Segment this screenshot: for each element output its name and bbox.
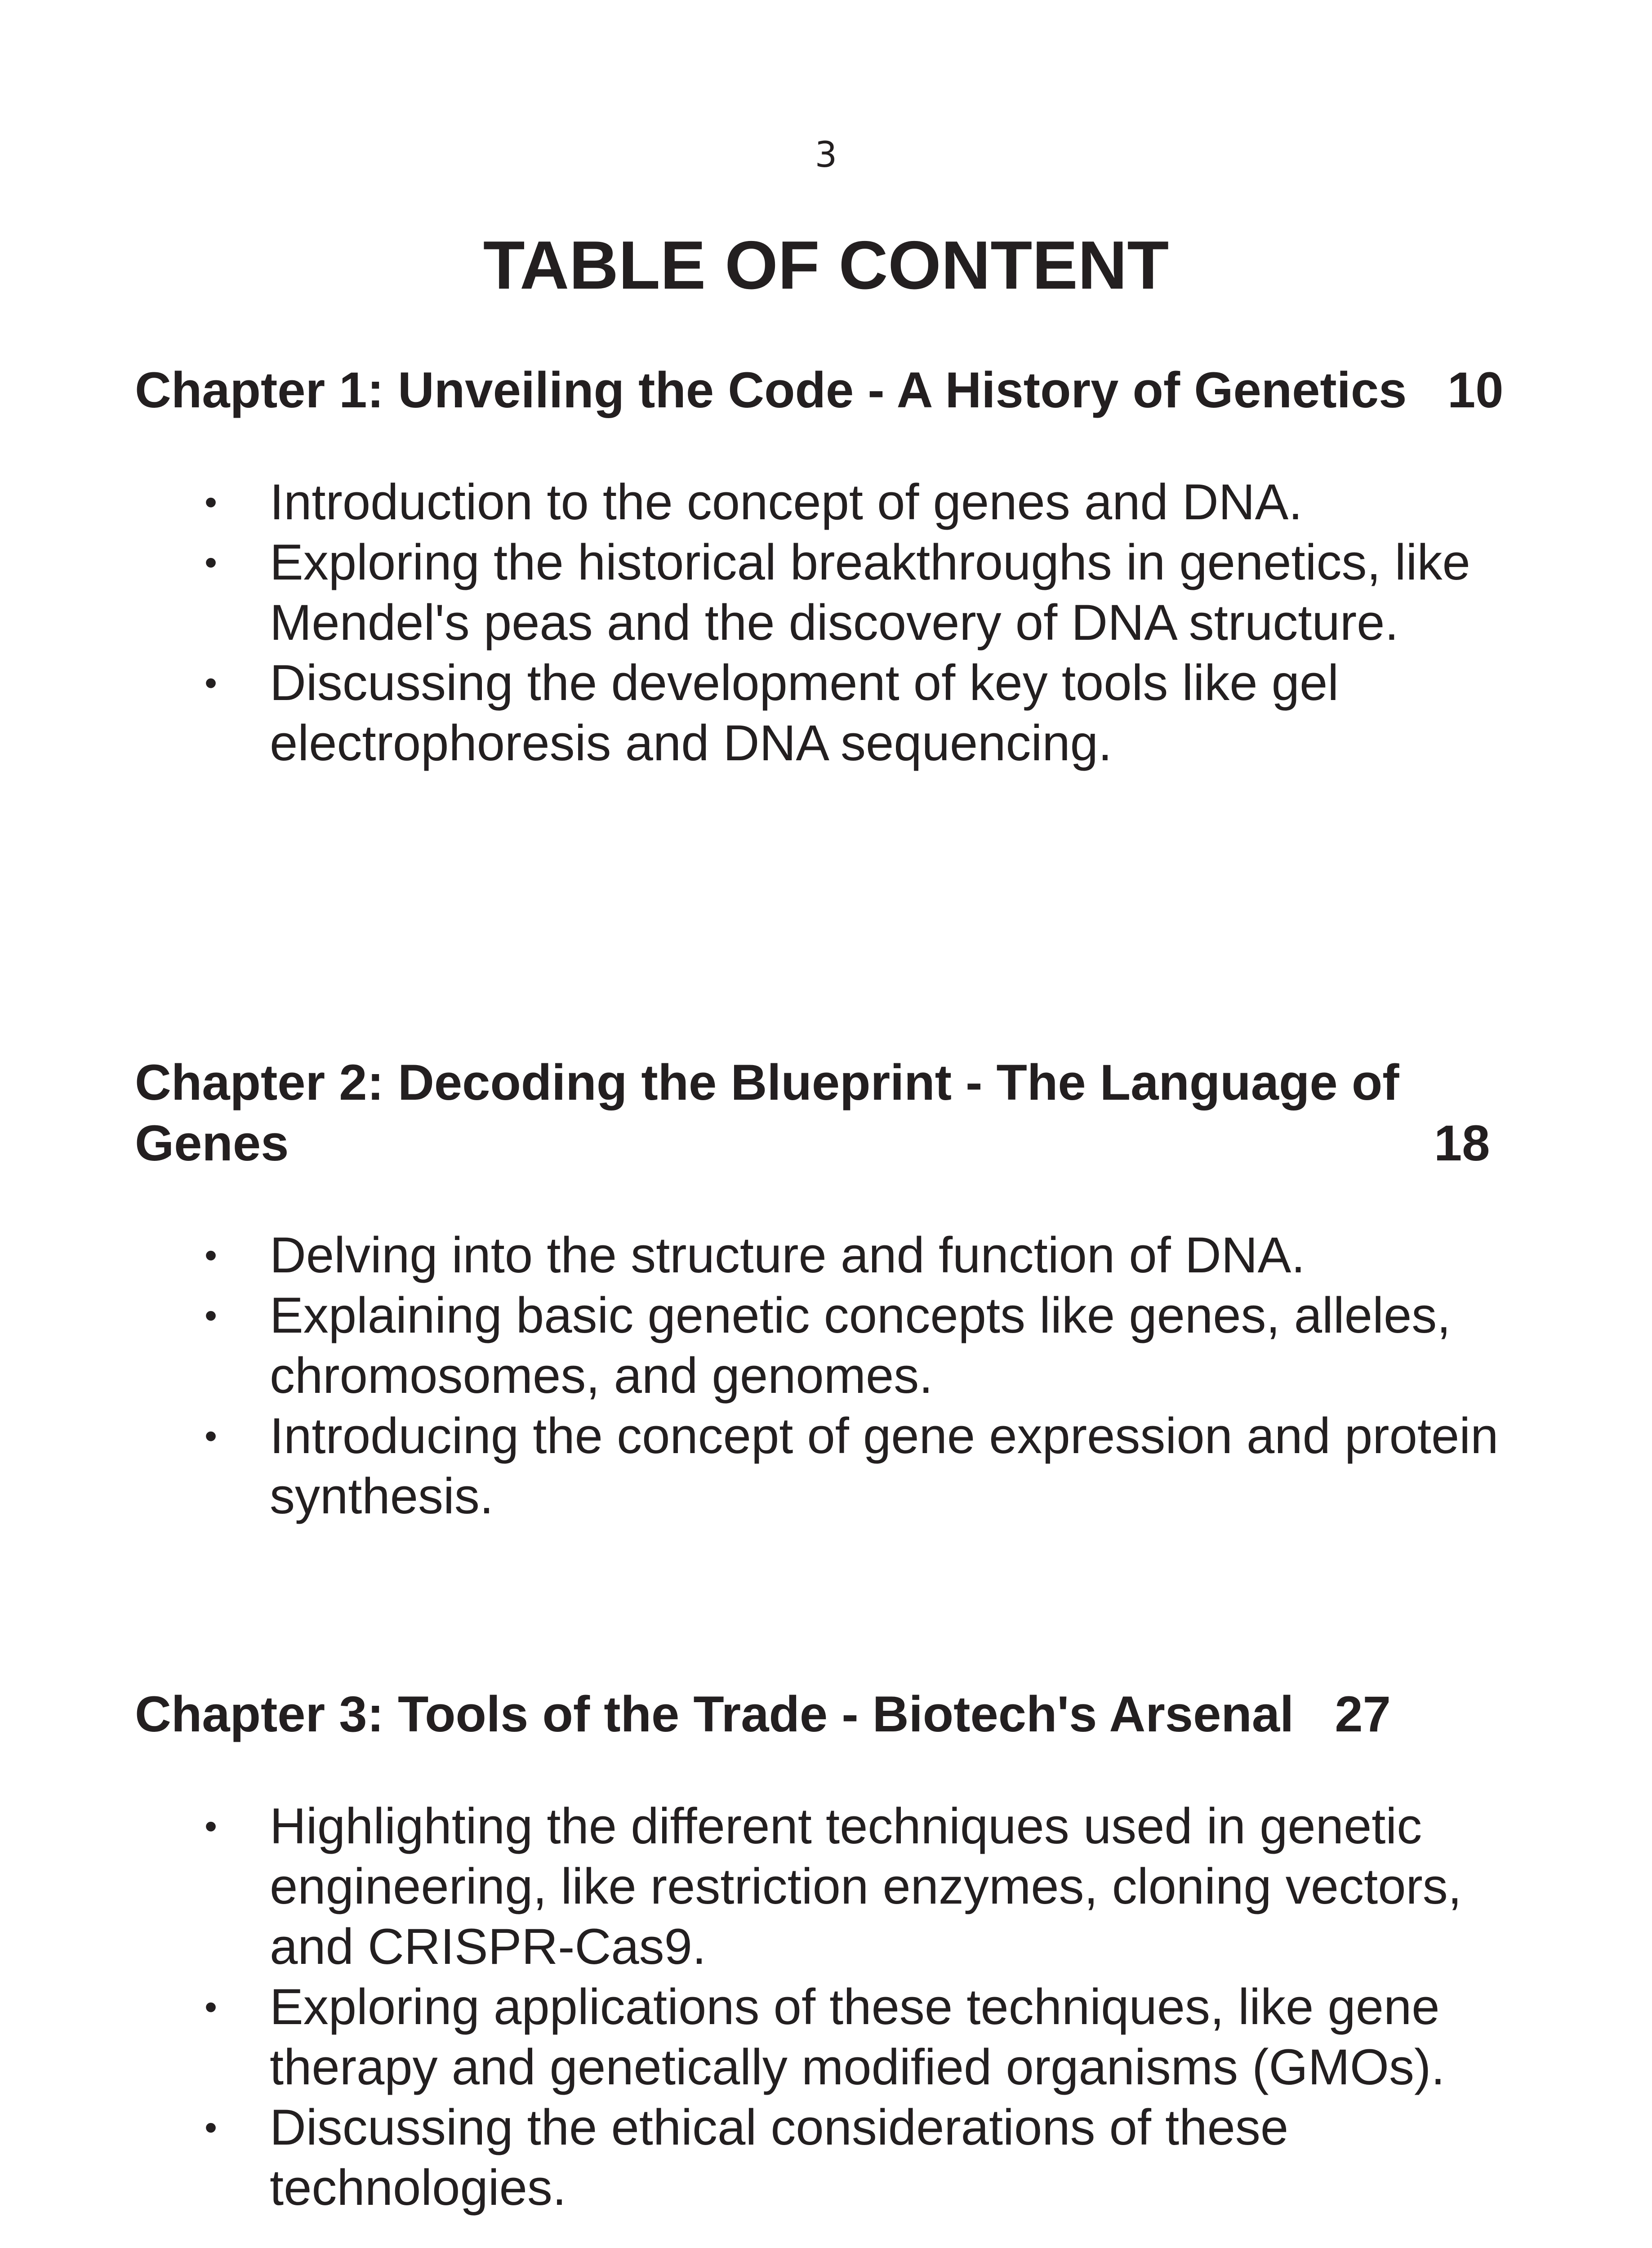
list-item-text: Delving into the structure and function of DNA. — [270, 1227, 1305, 1283]
chapter-page-number: 27 — [1335, 1686, 1391, 1742]
bullet-icon: • — [205, 1806, 218, 1846]
chapter-2-section — [135, 1052, 1528, 1526]
chapter-page-number: 18 — [1434, 1115, 1490, 1171]
list-item-text: Highlighting the different techniques used in genetic engineering, like restriction enzymes, cloning vectors, and CRISPR-Cas9. — [270, 1798, 1462, 1975]
chapter-heading — [135, 360, 1528, 420]
chapter-bullet-list — [135, 472, 1528, 773]
chapter-3-section — [135, 1684, 1528, 2218]
list-item-text: Discussing the development of key tools like gel electrophoresis and DNA sequencing. — [270, 655, 1339, 771]
list-item-text: Introduction to the concept of genes and DNA. — [270, 474, 1303, 530]
list-item-text: Exploring applications of these techniques, like gene therapy and genetically modified organisms (GMOs). — [270, 1979, 1445, 2095]
bullet-icon: • — [205, 1235, 218, 1275]
list-item — [135, 2097, 1506, 2218]
list-item — [135, 532, 1506, 653]
bullet-icon: • — [205, 1295, 218, 1335]
list-item-text: Discussing the ethical considerations of these technologies. — [270, 2099, 1289, 2216]
page-title: TABLE OF CONTENT — [483, 227, 1169, 303]
list-item-text: Introducing the concept of gene expression and protein synthesis. — [270, 1408, 1499, 1524]
list-item — [135, 1977, 1506, 2097]
chapter-bullet-list — [135, 1225, 1528, 1526]
list-item — [135, 1285, 1506, 1406]
list-item — [135, 472, 1506, 532]
chapter-bullet-list — [135, 1796, 1528, 2218]
bullet-icon: • — [205, 1987, 218, 2027]
list-item — [135, 1225, 1506, 1285]
chapter-title: Chapter 3: Tools of the Trade - Biotech's Arsenal — [135, 1686, 1294, 1742]
chapter-title: Chapter 1: Unveiling the Code - A History of Genetics — [135, 362, 1407, 418]
list-item-text: Exploring the historical breakthroughs in genetics, like Mendel's peas and the discovery of DNA structure. — [270, 534, 1470, 651]
chapter-page-number: 10 — [1447, 362, 1504, 418]
list-item-text: Explaining basic genetic concepts like genes, alleles, chromosomes, and genomes. — [270, 1287, 1451, 1404]
bullet-icon: • — [205, 482, 218, 522]
page-number: 3 — [815, 135, 837, 175]
bullet-icon: • — [205, 663, 218, 703]
list-item — [135, 653, 1506, 773]
list-item — [135, 1796, 1506, 1977]
chapter-title: Chapter 2: Decoding the Blueprint - The Language of Genes — [135, 1054, 1399, 1171]
list-item — [135, 1406, 1506, 1526]
bullet-icon: • — [205, 1416, 218, 1456]
chapter-1-section — [135, 360, 1528, 773]
bullet-icon: • — [205, 542, 218, 582]
chapter-heading — [135, 1684, 1528, 1744]
chapter-heading — [135, 1052, 1528, 1173]
bullet-icon: • — [205, 2107, 218, 2147]
